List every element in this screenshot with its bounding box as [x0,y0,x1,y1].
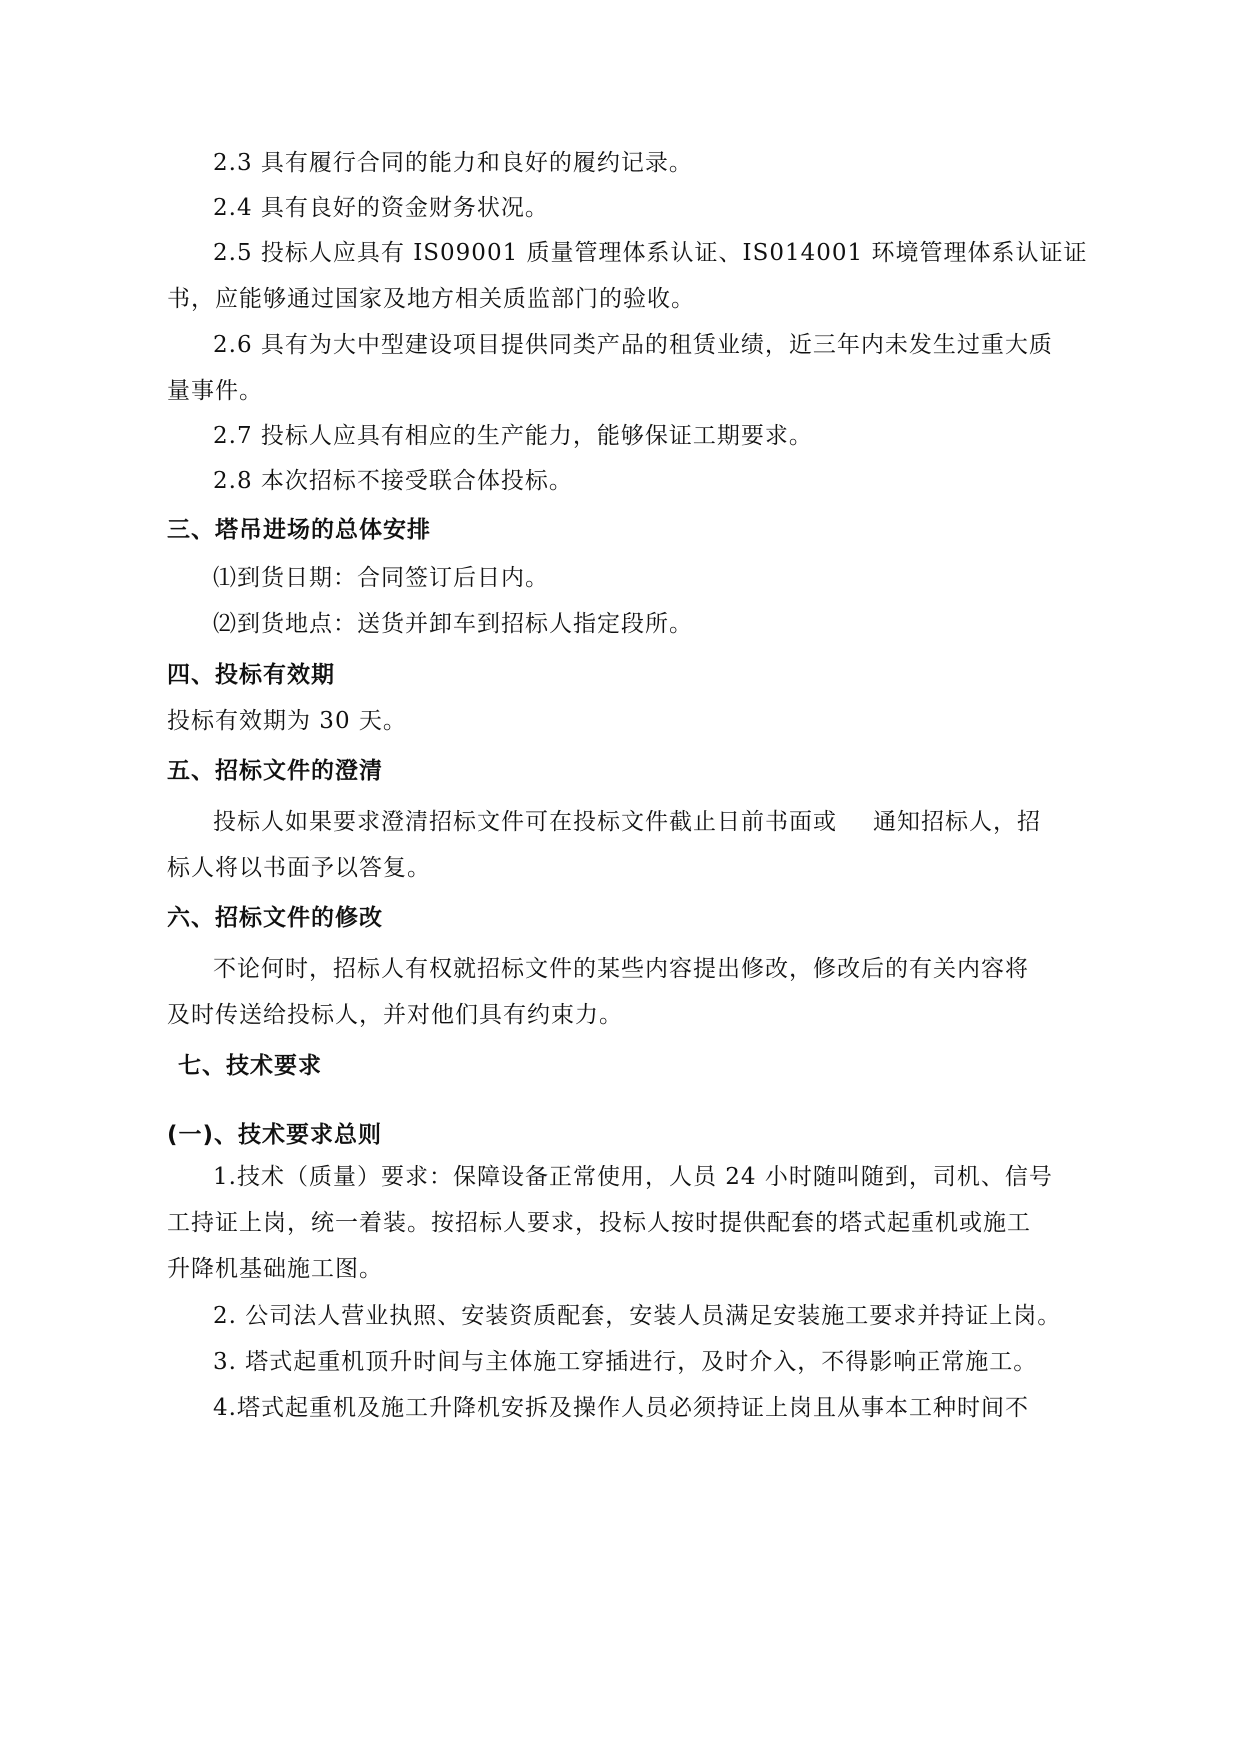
section-7-item-1-line1: 1.技术（质量）要求：保障设备正常使用，人员 24 小时随叫随到，司机、信号 [213,1164,1053,1190]
section-5-line1-part1: 投标人如果要求澄清招标文件可在投标文件截止日前书面或 [213,809,837,835]
section-7-item-2: 2. 公司法人营业执照、安装资质配套，安装人员满足安装施工要求并持证上岗。 [213,1303,1062,1329]
item-2-3: 2.3 具有履行合同的能力和良好的履约记录。 [213,150,693,176]
section-7-heading: 七、技术要求 [178,1053,322,1079]
section-5-line1 [213,807,1041,837]
section-7-item-1-line3: 升降机基础施工图。 [167,1256,383,1282]
section-6-heading: 六、招标文件的修改 [167,905,383,931]
section-6-line2: 及时传送给投标人，并对他们具有约束力。 [167,1002,623,1028]
section-5-line2: 标人将以书面予以答复。 [167,855,431,881]
section-3-item-1: ⑴到货日期：合同签订后日内。 [213,565,549,591]
item-2-5-line1: 2.5 投标人应具有 IS09001 质量管理体系认证、IS014001 环境管理体系认证证 [213,240,1088,266]
item-2-5-line2: 书，应能够通过国家及地方相关质监部门的验收。 [167,286,695,312]
item-2-8: 2.8 本次招标不接受联合体投标。 [213,468,573,494]
item-2-6-line1: 2.6 具有为大中型建设项目提供同类产品的租赁业绩，近三年内未发生过重大质 [213,332,1053,358]
section-4-heading: 四、投标有效期 [167,662,335,688]
item-2-4: 2.4 具有良好的资金财务状况。 [213,195,549,221]
section-7-item-1-line2: 工持证上岗，统一着装。按招标人要求，投标人按时提供配套的塔式起重机或施工 [167,1210,1031,1236]
section-6-line1: 不论何时，招标人有权就招标文件的某些内容提出修改，修改后的有关内容将 [213,956,1029,982]
section-7-item-4: 4.塔式起重机及施工升降机安拆及操作人员必须持证上岗且从事本工种时间不 [213,1395,1029,1421]
item-2-6-line2: 量事件。 [167,378,263,404]
section-3-heading: 三、塔吊进场的总体安排 [167,517,431,543]
section-3-item-2: ⑵到货地点：送货并卸车到招标人指定段所。 [213,611,693,637]
section-7-subheading: (一)、技术要求总则 [167,1122,383,1148]
item-2-7: 2.7 投标人应具有相应的生产能力，能够保证工期要求。 [213,423,813,449]
section-5-line1-part2: 通知招标人，招 [873,809,1041,835]
section-4-text: 投标有效期为 30 天。 [167,708,407,734]
section-5-heading: 五、招标文件的澄清 [167,758,383,784]
section-7-item-3: 3. 塔式起重机顶升时间与主体施工穿插进行，及时介入，不得影响正常施工。 [213,1349,1038,1375]
